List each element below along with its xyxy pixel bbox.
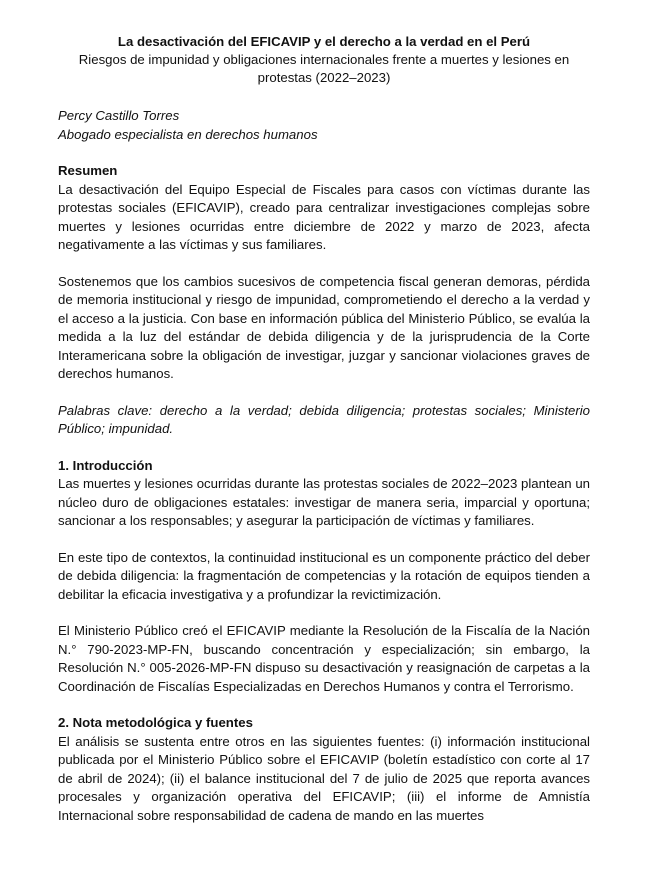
- keywords: Palabras clave: derecho a la verdad; debida diligencia; protestas sociales; Ministerio Público; impunidad.: [58, 402, 590, 436]
- introduction-section: [58, 457, 590, 697]
- introduction-paragraph: Las muertes y lesiones ocurridas durante las protestas sociales de 2022–2023 plantean un núcleo duro de obligaciones estatales: investigar de manera seria, imparcial y oportuna; sancionar a los responsables; y asegurar la participación de víctimas y familiares.: [58, 476, 590, 528]
- abstract-heading: Resumen: [58, 163, 118, 178]
- abstract-paragraph: La desactivación del Equipo Especial de Fiscales para casos con víctimas durante las protestas sociales (EFICAVIP), creado para centralizar investigaciones complejas sobre muertes y lesiones ocurridas entre diciembre de 2022 y marzo de 2023, afecta negativamente a las víctimas y sus familiares.: [58, 181, 590, 252]
- methodology-section: [58, 714, 590, 825]
- methodology-heading: 2. Nota metodológica y fuentes: [58, 715, 253, 730]
- abstract-section: [58, 162, 590, 439]
- abstract-paragraph: Sostenemos que los cambios sucesivos de competencia fiscal generan demoras, pérdida de memoria institucional y riesgo de impunidad, comprometiendo el derecho a la verdad y el acceso a la justicia. Con base en información pública del Ministerio Público, se evalúa la medida a la luz del estándar de debida diligencia y de la jurisprudencia de la Corte Interamericana sobre la obligación de investigar, juzgar y sancionar violaciones graves de derechos humanos.: [58, 273, 590, 381]
- paper-subtitle: Riesgos de impunidad y obligaciones internacionales frente a muertes y lesiones en protestas (2022–2023): [78, 52, 570, 85]
- paper-title: La desactivación del EFICAVIP y el derecho a la verdad en el Perú: [117, 34, 531, 49]
- introduction-paragraph: En este tipo de contextos, la continuidad institucional es un componente práctico del deber de debida diligencia: la fragmentación de competencias y la rotación de equipos tienden a debilitar la eficacia investigativa y a profundizar la revictimización.: [58, 549, 590, 602]
- author-role: Abogado especialista en derechos humanos: [58, 126, 318, 142]
- introduction-heading: 1. Introducción: [58, 457, 153, 473]
- author-name: Percy Castillo Torres: [58, 108, 180, 123]
- title-block: [58, 33, 590, 87]
- methodology-paragraph: El análisis se sustenta entre otros en las siguientes fuentes: (i) información institucional publicada por el Ministerio Público sobre el EFICAVIP (boletín estadístico con corte al 17 de abril de 2024); (ii) el balance institucional del 7 de julio de 2025 que reporta avances procesales y organización operativa del EFICAVIP; (iii) el informe de Amnistía Internacional sobre responsabilidad de cadena de mando en las muertes: [58, 733, 590, 823]
- introduction-paragraph: El Ministerio Público creó el EFICAVIP mediante la Resolución de la Fiscalía de la Nación N.° 790-2023-MP-FN, buscando concentración y especialización; sin embargo, la Resolución N.° 005-2026-MP-FN dispuso su desactivación y reasignación de carpetas a la Coordinación de Fiscalías Especializadas en Derechos Humanos y contra el Terrorismo.: [58, 623, 590, 694]
- author-block: [58, 107, 590, 144]
